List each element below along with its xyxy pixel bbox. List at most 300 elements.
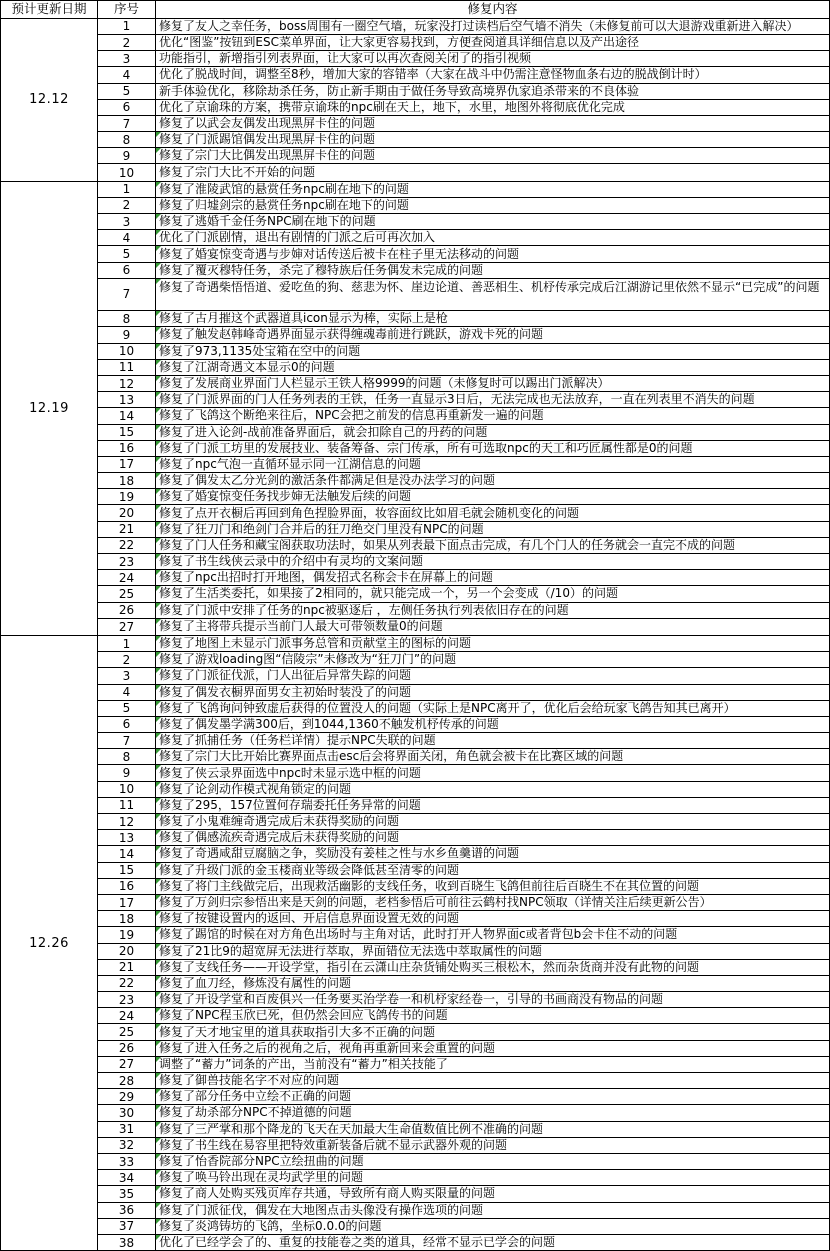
row-number-cell: 4 xyxy=(98,685,156,700)
fix-row xyxy=(98,376,829,392)
cell-error-marker-icon xyxy=(156,586,161,591)
cell-error-marker-icon xyxy=(156,182,161,187)
fix-content-cell xyxy=(156,522,829,537)
row-number-cell: 19 xyxy=(98,489,156,504)
cell-error-marker-icon xyxy=(156,457,161,462)
fix-row xyxy=(98,1057,829,1073)
fix-content-text: 修复了进入论剑-战前准备界面后，就会扣除自己的丹药的问题 xyxy=(159,424,488,439)
fix-row xyxy=(98,132,829,148)
cell-error-marker-icon xyxy=(156,765,161,770)
cell-error-marker-icon xyxy=(156,1024,161,1029)
fix-row xyxy=(98,116,829,132)
fix-row xyxy=(98,1219,829,1235)
fix-row xyxy=(98,100,829,116)
cell-error-marker-icon xyxy=(156,619,161,624)
cell-error-marker-icon xyxy=(156,538,161,543)
row-number-cell: 6 xyxy=(98,263,156,278)
fix-row xyxy=(98,19,829,35)
row-number-cell: 20 xyxy=(98,505,156,520)
fix-content-text: 优化“图鉴”按钮到ESC菜单界面，让大家更容易找到，方便查阅道具详细信息以及产出途径 xyxy=(159,35,640,50)
fix-row xyxy=(98,360,829,376)
fix-content-cell xyxy=(156,67,829,82)
cell-error-marker-icon xyxy=(156,879,161,884)
fix-content-cell xyxy=(156,1073,829,1088)
cell-error-marker-icon xyxy=(156,798,161,803)
row-number-cell: 9 xyxy=(98,765,156,780)
row-number-cell: 1 xyxy=(98,19,156,34)
fix-content-text: 修复了21比9的超宽屏无法进行萃取，界面错位无法选中萃取属性的问题 xyxy=(159,943,542,958)
cell-error-marker-icon xyxy=(156,522,161,527)
row-number-cell: 7 xyxy=(98,116,156,131)
fix-content-cell xyxy=(156,814,829,829)
fix-content-text: 修复了门派工坊里的发展技业、装备筹备、宗门传承，所有可选取npc的天工和巧匠属性都是0的问题 xyxy=(159,440,693,455)
fix-content-text: 修复了血刀经，修炼没有属性的问题 xyxy=(159,975,352,990)
row-number-cell: 6 xyxy=(98,717,156,732)
cell-error-marker-icon xyxy=(156,652,161,657)
cell-error-marker-icon xyxy=(156,1154,161,1159)
fix-row xyxy=(98,198,829,214)
fix-content-cell xyxy=(156,19,829,34)
fix-content-cell xyxy=(156,1041,829,1056)
cell-error-marker-icon xyxy=(156,473,161,478)
fix-content-cell xyxy=(156,570,829,585)
fix-row xyxy=(98,344,829,360)
fix-row xyxy=(98,782,829,798)
row-number-cell: 2 xyxy=(98,35,156,50)
section-rows xyxy=(98,19,829,181)
fix-row xyxy=(98,392,829,408)
fix-content-cell xyxy=(156,214,829,229)
fix-row xyxy=(98,1105,829,1121)
fix-row xyxy=(98,279,829,311)
fix-row xyxy=(98,35,829,51)
fix-row xyxy=(98,1154,829,1170)
row-number-cell: 18 xyxy=(98,911,156,926)
fix-content-text: 新手体验优化，移除劫杀任务，防止新手期由于做任务导致高境界仇家追杀带来的不良体验 xyxy=(159,83,640,98)
fix-row xyxy=(98,798,829,814)
row-number-cell: 3 xyxy=(98,668,156,683)
cell-error-marker-icon xyxy=(156,863,161,868)
cell-error-marker-icon xyxy=(156,392,161,397)
fix-content-text: 修复了门派踢馆偶发出现黑屏卡住的问题 xyxy=(159,132,376,147)
fix-row xyxy=(98,733,829,749)
update-date-cell: 12.12 xyxy=(1,19,98,181)
row-number-cell: 15 xyxy=(98,425,156,440)
fix-content-text: 修复了偶发衣橱界面男女主初始时装没了的问题 xyxy=(159,684,412,699)
fix-content-text: 修复了飞鸽这个断绝来往后，NPC会把之前发的信息再重新发一遍的问题 xyxy=(159,408,544,423)
row-number-cell: 17 xyxy=(98,457,156,472)
row-number-cell: 8 xyxy=(98,132,156,147)
row-number-cell: 9 xyxy=(98,327,156,342)
fix-content-text: 调整了“蓄力”词条的产出，当前没有“蓄力”相关技能了 xyxy=(159,1056,448,1071)
cell-error-marker-icon xyxy=(156,230,161,235)
cell-error-marker-icon xyxy=(156,846,161,851)
row-number-cell: 4 xyxy=(98,230,156,245)
row-number-cell: 33 xyxy=(98,1154,156,1169)
row-number-cell: 24 xyxy=(98,1008,156,1023)
row-number-cell: 19 xyxy=(98,927,156,942)
fix-content-text: 修复了淮陵武馆的悬赏任务npc刷在地下的问题 xyxy=(159,181,409,196)
row-number-cell: 16 xyxy=(98,441,156,456)
row-number-cell: 26 xyxy=(98,1041,156,1056)
fix-content-text: 修复了升级门派的金玉楼商业等级会降低甚至清零的问题 xyxy=(159,862,460,877)
fix-row xyxy=(98,489,829,505)
fix-content-cell xyxy=(156,976,829,991)
update-date-section xyxy=(1,182,829,636)
row-number-cell: 4 xyxy=(98,67,156,82)
row-number-cell: 25 xyxy=(98,1024,156,1039)
row-number-cell: 16 xyxy=(98,879,156,894)
cell-error-marker-icon xyxy=(156,1089,161,1094)
fix-row xyxy=(98,685,829,701)
row-number-cell: 22 xyxy=(98,976,156,991)
fix-row xyxy=(98,586,829,602)
fix-row xyxy=(98,1186,829,1202)
fix-content-text: 修复了御兽技能名字不对应的问题 xyxy=(159,1073,340,1088)
row-number-cell: 1 xyxy=(98,636,156,651)
fix-content-text: 修复了书生线在易容里把特效重新装备后就不显示武器外观的问题 xyxy=(159,1137,508,1152)
cell-error-marker-icon xyxy=(156,1008,161,1013)
section-rows xyxy=(98,182,829,635)
fix-row xyxy=(98,619,829,635)
cell-error-marker-icon xyxy=(156,668,161,673)
cell-error-marker-icon xyxy=(156,1041,161,1046)
fix-content-cell xyxy=(156,35,829,50)
row-number-cell: 7 xyxy=(98,279,156,310)
row-number-cell: 28 xyxy=(98,1073,156,1088)
fix-content-cell xyxy=(156,911,829,926)
row-number-cell: 11 xyxy=(98,798,156,813)
fix-content-cell xyxy=(156,538,829,553)
fix-content-text: 优化了门派剧情，退出有剧情的门派之后可再次加入 xyxy=(159,230,436,245)
fix-content-text: 修复了古月摧这个武器道具icon显示为棒，实际上是枪 xyxy=(159,311,448,326)
fix-content-cell xyxy=(156,1057,829,1072)
fix-content-text: 修复了295，157位置何存瑞委托任务异常的问题 xyxy=(159,797,421,812)
fix-content-text: 修复了奇遇柴悟悟道、爱吃鱼的狗、慈悲为怀、崖边论道、善恶相生、机杼传承完成后江湖游记里依然不显示“已完成”的问题 xyxy=(159,279,820,294)
fix-content-text: 修复了973,1135处宝箱在空中的问题 xyxy=(159,343,361,358)
fix-content-cell xyxy=(156,960,829,975)
cell-error-marker-icon xyxy=(156,148,161,153)
row-number-cell: 14 xyxy=(98,408,156,423)
cell-error-marker-icon xyxy=(156,1219,161,1224)
fix-content-text: 修复了抓捕任务（任务栏详情）提示NPC失联的问题 xyxy=(159,733,436,748)
table-sections xyxy=(1,19,829,1251)
row-number-cell: 13 xyxy=(98,830,156,845)
row-number-cell: 12 xyxy=(98,376,156,391)
fix-content-cell xyxy=(156,473,829,488)
section-rows xyxy=(98,636,829,1251)
fix-content-text: 修复了怡香院部分NPC立绘扭曲的问题 xyxy=(159,1154,364,1169)
fix-content-cell xyxy=(156,263,829,278)
fix-content-cell xyxy=(156,846,829,861)
fix-row xyxy=(98,441,829,457)
fix-content-text: 修复了门派征伐派，门人出征后异常失踪的问题 xyxy=(159,668,412,683)
fix-row xyxy=(98,263,829,279)
cell-error-marker-icon xyxy=(156,1186,161,1191)
row-number-cell: 10 xyxy=(98,782,156,797)
cell-error-marker-icon xyxy=(156,311,161,316)
fix-row xyxy=(98,67,829,83)
cell-error-marker-icon xyxy=(156,279,161,284)
cell-error-marker-icon xyxy=(156,636,161,641)
fix-content-cell xyxy=(156,1138,829,1153)
fix-content-cell xyxy=(156,246,829,261)
fix-content-text: 修复了主将带兵提示当前门人最大可带领数量0的问题 xyxy=(159,619,443,634)
row-number-cell: 14 xyxy=(98,846,156,861)
fix-content-cell xyxy=(156,279,829,310)
fix-content-cell xyxy=(156,100,829,115)
row-number-cell: 10 xyxy=(98,344,156,359)
cell-error-marker-icon xyxy=(156,814,161,819)
cell-error-marker-icon xyxy=(156,1057,161,1062)
fix-content-text: 修复了唤马铃出现在灵均武学里的问题 xyxy=(159,1170,364,1185)
fix-row xyxy=(98,182,829,198)
header-fix-content: 修复内容 xyxy=(467,1,518,17)
fix-content-cell xyxy=(156,927,829,942)
row-number-cell: 26 xyxy=(98,603,156,618)
cell-error-marker-icon xyxy=(156,1138,161,1143)
fix-content-text: 修复了炎鸿铸坊的飞鸽，坐标0.0.0的问题 xyxy=(159,1218,382,1233)
fix-content-text: 修复了逃婚千金任务NPC刷在地下的问题 xyxy=(159,214,376,229)
cell-error-marker-icon xyxy=(156,505,161,510)
fix-row xyxy=(98,164,829,180)
fix-row xyxy=(98,1089,829,1105)
cell-error-marker-icon xyxy=(156,376,161,381)
fix-content-text: 优化了已经学会了的、重复的技能卷之类的道具，经常不显示已学会的问题 xyxy=(159,1235,556,1250)
row-number-cell: 2 xyxy=(98,198,156,213)
fix-content-text: 修复了游戏loading图“信陵宗”未修改为“狂刀门”的问题 xyxy=(159,652,457,667)
row-number-cell: 35 xyxy=(98,1186,156,1201)
row-number-cell: 25 xyxy=(98,586,156,601)
fix-row xyxy=(98,214,829,230)
fix-content-cell xyxy=(156,1105,829,1120)
row-number-cell: 1 xyxy=(98,182,156,197)
fix-row xyxy=(98,701,829,717)
fix-content-text: 修复了江湖奇遇文本显示0的问题 xyxy=(159,359,335,374)
fix-row xyxy=(98,554,829,570)
fix-content-cell xyxy=(156,1024,829,1039)
fix-row xyxy=(98,570,829,586)
fix-content-text: 修复了以武会友偶发出现黑屏卡住的问题 xyxy=(159,116,376,131)
fix-content-cell xyxy=(156,132,829,147)
row-number-cell: 6 xyxy=(98,100,156,115)
fix-content-cell xyxy=(156,148,829,163)
cell-error-marker-icon xyxy=(156,570,161,575)
fix-row xyxy=(98,895,829,911)
fix-row xyxy=(98,1203,829,1219)
fix-content-text: 修复了三严掌和那个降龙的飞天在天加最大生命值数值比例不准确的问题 xyxy=(159,1121,544,1136)
fix-content-cell xyxy=(156,782,829,797)
fix-row xyxy=(98,830,829,846)
fix-row xyxy=(98,457,829,473)
cell-error-marker-icon xyxy=(156,960,161,965)
fix-row xyxy=(98,51,829,67)
fix-row xyxy=(98,1073,829,1089)
fix-row xyxy=(98,505,829,521)
fix-content-text: 修复了天才地宝里的道具获取指引大多不正确的问题 xyxy=(159,1024,436,1039)
fix-content-text: 修复了万剑归宗参悟出来是天剑的问题，老档参悟后可前往云鹤村找NPC领取（详情关注后续更新公告） xyxy=(159,895,712,910)
cell-error-marker-icon xyxy=(156,976,161,981)
fix-content-cell xyxy=(156,1219,829,1234)
fix-content-cell xyxy=(156,1122,829,1137)
fix-content-text: 修复了偶感流疾奇遇完成后未获得奖励的问题 xyxy=(159,830,400,845)
row-number-cell: 15 xyxy=(98,863,156,878)
fix-content-text: 修复了小鬼难缠奇遇完成后未获得奖励的问题 xyxy=(159,814,400,829)
fix-row xyxy=(98,992,829,1008)
row-number-cell: 22 xyxy=(98,538,156,553)
row-number-cell: 18 xyxy=(98,473,156,488)
fix-content-cell xyxy=(156,116,829,131)
fix-content-cell xyxy=(156,230,829,245)
fix-content-text: 修复了支线任务——开设学堂，指引在云潇山庄杂货铺处购买三根松木，然而杂货商并没有此物的问题 xyxy=(159,959,700,974)
row-number-cell: 3 xyxy=(98,51,156,66)
fix-content-cell xyxy=(156,425,829,440)
row-number-cell: 12 xyxy=(98,814,156,829)
fix-content-text: 修复了开设学堂和百废俱兴一任务要买治学卷一和机杼家经卷一，引导的书画商没有物品的问题 xyxy=(159,992,664,1007)
fix-content-cell xyxy=(156,652,829,667)
fix-content-cell xyxy=(156,830,829,845)
cell-error-marker-icon xyxy=(156,246,161,251)
fix-row xyxy=(98,1170,829,1186)
fix-content-text: 修复了奇遇咸甜豆腐脑之争，奖励没有姜桂之性与水乡鱼羹谱的问题 xyxy=(159,846,520,861)
cell-error-marker-icon xyxy=(156,733,161,738)
fix-content-cell xyxy=(156,879,829,894)
fix-content-cell xyxy=(156,164,829,180)
fix-content-text: 修复了侠云录界面选中npc时未显示选中框的问题 xyxy=(159,765,421,780)
row-number-cell: 30 xyxy=(98,1105,156,1120)
cell-error-marker-icon xyxy=(156,911,161,916)
fix-content-text: 优化了脱战时间，调整至8秒，增加大家的容错率（大家在战斗中仍需注意怪物血条右边的脱战倒计时） xyxy=(159,67,707,82)
row-number-cell: 5 xyxy=(98,84,156,99)
row-number-cell: 37 xyxy=(98,1219,156,1234)
cell-error-marker-icon xyxy=(156,927,161,932)
fix-content-text: 优化了京谕珠的方案，携带京谕珠的npc刷在天上，地下，水里，地图外将彻底优化完成 xyxy=(159,99,625,114)
fix-row xyxy=(98,148,829,164)
cell-error-marker-icon xyxy=(156,830,161,835)
row-number-cell: 10 xyxy=(98,164,156,180)
fix-row xyxy=(98,863,829,879)
fix-content-text: 修复了NPC程玉欣已死，但仍然会回应飞鸽传书的问题 xyxy=(159,1008,448,1023)
fix-content-text: 修复了宗门大比偶发出现黑屏卡住的问题 xyxy=(159,148,376,163)
fix-content-text: 修复了偶发墨学满300后，到1044,1360不触发机杼传承的问题 xyxy=(159,716,499,731)
row-number-cell: 3 xyxy=(98,214,156,229)
fix-content-text: 修复了论剑动作模式视角锁定的问题 xyxy=(159,781,352,796)
row-number-cell: 27 xyxy=(98,619,156,635)
fix-content-cell xyxy=(156,1203,829,1218)
fix-content-text: 修复了飞鸽询问钟致虚后获得的位置没人的问题（实际上是NPC离开了，优化后会给玩家飞鸽告知其已离开） xyxy=(159,700,736,715)
fix-content-cell xyxy=(156,944,829,959)
fix-content-cell xyxy=(156,717,829,732)
cell-error-marker-icon xyxy=(156,701,161,706)
fix-row xyxy=(98,636,829,652)
update-date-section xyxy=(1,636,829,1251)
fix-content-cell xyxy=(156,1170,829,1185)
fix-content-cell xyxy=(156,182,829,197)
fix-content-cell xyxy=(156,360,829,375)
row-number-cell: 20 xyxy=(98,944,156,959)
fix-content-text: 修复了偶发太乙分光剑的激活条件都满足但是没办法学习的问题 xyxy=(159,473,496,488)
fix-row xyxy=(98,425,829,441)
cell-error-marker-icon xyxy=(156,441,161,446)
fix-row xyxy=(98,1041,829,1057)
fix-content-cell xyxy=(156,1186,829,1201)
row-number-cell: 8 xyxy=(98,749,156,764)
fix-content-text: 修复了书生线侠云录中的介绍中有灵均的文案问题 xyxy=(159,554,424,569)
cell-error-marker-icon xyxy=(156,1235,161,1240)
fix-content-text: 修复了宗门大比开始比赛界面点击esc后会将界面关闭，角色就会被卡在比赛区域的问题 xyxy=(159,749,624,764)
fix-content-cell xyxy=(156,619,829,635)
fix-row xyxy=(98,765,829,781)
fix-row xyxy=(98,1024,829,1040)
row-number-cell: 32 xyxy=(98,1138,156,1153)
fix-content-text: 修复了门派界面的门人任务列表的王铁，任务一直显示3日后，无法完成也无法放弃，一直在列表里不消失的问题 xyxy=(159,392,755,407)
fix-row xyxy=(98,1138,829,1154)
fix-content-text: 修复了宗门大比不开始的问题 xyxy=(159,165,316,180)
fix-content-cell xyxy=(156,344,829,359)
fix-content-cell xyxy=(156,992,829,1007)
cell-error-marker-icon xyxy=(156,1105,161,1110)
update-date-section xyxy=(1,19,829,182)
row-number-cell: 5 xyxy=(98,701,156,716)
fix-content-cell xyxy=(156,1089,829,1104)
fix-content-cell xyxy=(156,765,829,780)
cell-error-marker-icon xyxy=(156,992,161,997)
fix-content-cell xyxy=(156,84,829,99)
fix-content-cell xyxy=(156,586,829,601)
row-number-cell: 17 xyxy=(98,895,156,910)
cell-error-marker-icon xyxy=(156,408,161,413)
fix-row xyxy=(98,1008,829,1024)
fix-content-cell xyxy=(156,51,829,66)
row-number-cell: 13 xyxy=(98,392,156,407)
cell-error-marker-icon xyxy=(156,895,161,900)
fix-row xyxy=(98,84,829,100)
fix-row xyxy=(98,230,829,246)
fix-row xyxy=(98,603,829,619)
row-number-cell: 34 xyxy=(98,1170,156,1185)
fix-row xyxy=(98,408,829,424)
fix-row xyxy=(98,522,829,538)
fix-content-text: 修复了婚宴惊变奇遇与步婶对话传送后被卡在柱子里无法移动的问题 xyxy=(159,246,520,261)
fix-row xyxy=(98,927,829,943)
fix-content-text: 修复了地图上未显示门派事务总管和贡献堂主的图标的问题 xyxy=(159,636,472,651)
table-header-row xyxy=(1,1,829,19)
row-number-cell: 23 xyxy=(98,554,156,569)
fix-row xyxy=(98,879,829,895)
row-number-cell: 5 xyxy=(98,246,156,261)
update-date-cell: 12.19 xyxy=(1,182,98,635)
row-number-cell: 38 xyxy=(98,1235,156,1251)
fix-row xyxy=(98,538,829,554)
fix-content-cell xyxy=(156,376,829,391)
fix-content-text: 修复了触发赵韩峰奇遇界面显示获得缠魂毒前进行跳跃，游戏卡死的问题 xyxy=(159,327,544,342)
fix-content-text: 修复了婚宴惊变任务找步婶无法触发后续的问题 xyxy=(159,489,412,504)
fix-content-text: 修复了门派中安排了任务的npc被驱逐后 ，左侧任务执行列表依旧存在的问题 xyxy=(159,602,569,617)
fix-content-cell xyxy=(156,863,829,878)
fix-content-cell xyxy=(156,895,829,910)
cell-error-marker-icon xyxy=(156,132,161,137)
fix-row xyxy=(98,717,829,733)
row-number-cell: 36 xyxy=(98,1203,156,1218)
fix-content-cell xyxy=(156,408,829,423)
row-number-cell: 24 xyxy=(98,570,156,585)
fix-content-cell xyxy=(156,1235,829,1251)
fix-content-text: 修复了踢馆的时候在对方角色出场时与主角对话，此时打开人物界面c或者背包b会卡住不动的问题 xyxy=(159,927,678,942)
row-number-cell: 27 xyxy=(98,1057,156,1072)
cell-error-marker-icon xyxy=(156,214,161,219)
fix-content-cell xyxy=(156,701,829,716)
fix-row xyxy=(98,473,829,489)
